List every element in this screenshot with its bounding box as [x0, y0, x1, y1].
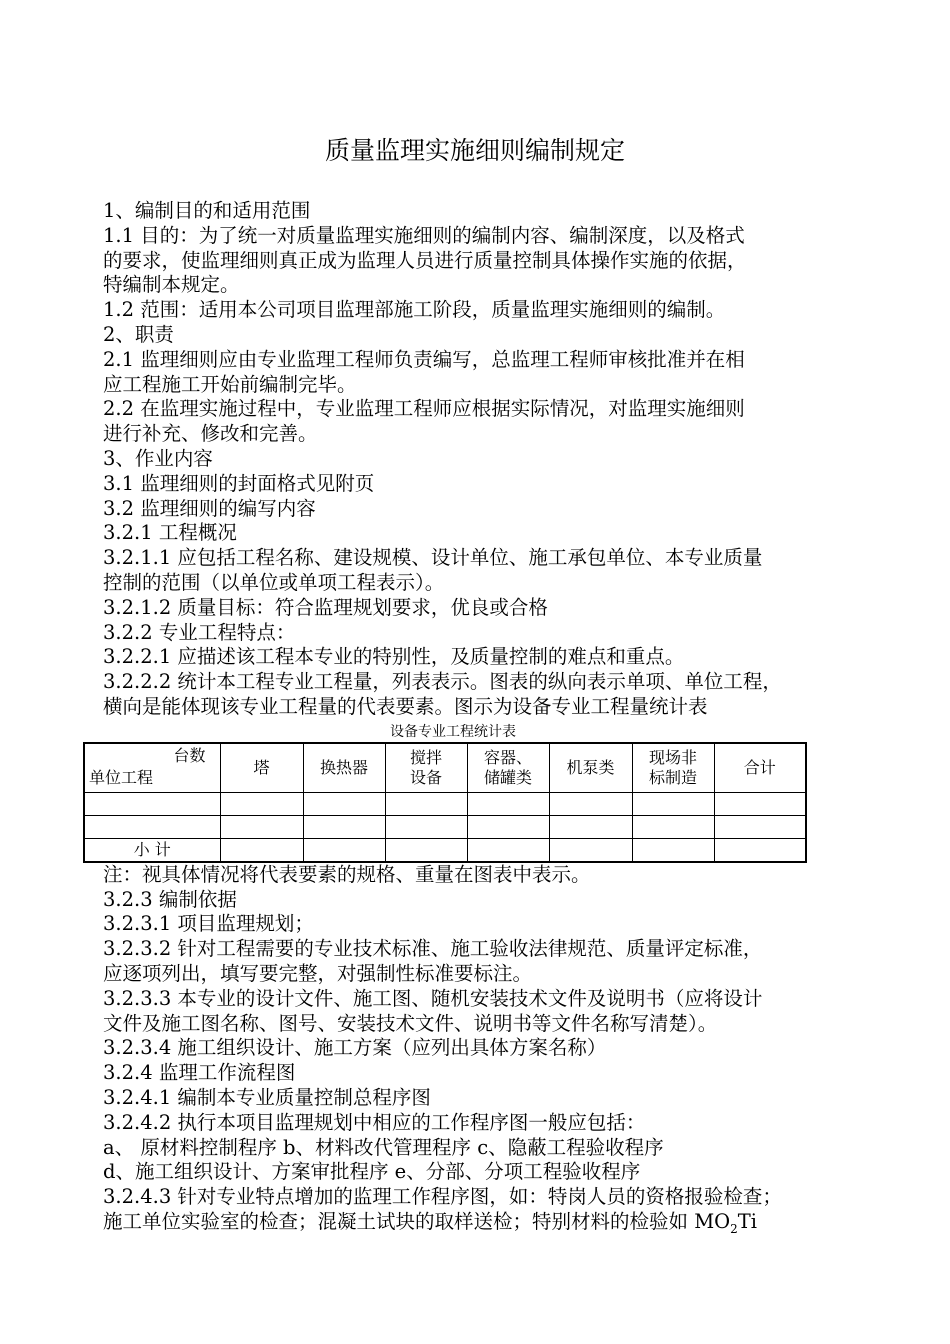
paragraph-line: d、施工组织设计、方案审批程序 e、分部、分项工程验收程序: [103, 1160, 641, 1184]
paragraph-line: 3.2.2.2 统计本工程专业工程量，列表表示。图表的纵向表示单项、单位工程，: [103, 670, 782, 694]
paragraph-line: 3.2.1 工程概况: [103, 521, 237, 545]
column-header-text: 标制造: [648, 767, 697, 787]
table-cell: [549, 815, 632, 838]
paragraph-line: 3.2.1.2 质量目标：符合监理规划要求，优良或合格: [103, 595, 548, 619]
table-row: [84, 815, 806, 838]
table-header-row: [84, 743, 806, 793]
document-title: 质量监理实施细则编制规定: [324, 136, 625, 165]
table-caption: 设备专业工程统计表: [390, 723, 516, 740]
column-header-text: 现场非: [648, 747, 697, 767]
paragraph-line: 2.1 监理细则应由专业监理工程师负责编写，总监理工程师审核批准并在相: [103, 347, 745, 371]
column-header-text: 换热器: [319, 757, 368, 777]
table-subtotal-row: [84, 838, 806, 862]
table-cell: [467, 838, 549, 862]
paragraph-line: 3.2.4 监理工作流程图: [103, 1061, 296, 1085]
column-header-text: 机泵类: [566, 757, 615, 777]
paragraph-line: 应工程施工开始前编制完毕。: [103, 372, 357, 396]
column-header-text: 合计: [743, 757, 776, 777]
column-header-text: 塔: [253, 757, 270, 777]
paragraph-line: 3、作业内容: [103, 446, 213, 470]
table-cell: [549, 792, 632, 815]
paragraph-line: 横向是能体现该专业工程量的代表要素。图示为设备专业工程量统计表: [103, 694, 708, 718]
paragraph-line: 2.2 在监理实施过程中，专业监理工程师应根据实际情况，对监理实施细则: [103, 397, 745, 421]
column-header-text: 容器、: [483, 747, 532, 767]
paragraph-line: 3.2.2.1 应描述该工程本专业的特别性，及质量控制的难点和重点。: [103, 645, 685, 669]
paragraph-line: 3.2.4.2 执行本项目监理规划中相应的工作程序图一般应包括：: [103, 1110, 646, 1134]
paragraph-line: 3.2.4.1 编制本专业质量控制总程序图: [103, 1085, 431, 1109]
subtotal-label: 小 计: [84, 838, 220, 862]
paragraphs-after-table: [103, 863, 873, 1210]
paragraph-line: a、 原材料控制程序 b、材料改代管理程序 c、隐蔽工程验收程序: [103, 1135, 664, 1159]
paragraph-line: 3.1 监理细则的封面格式见附页: [103, 471, 375, 495]
paragraph-line: 文件及施工图名称、图号、安装技术文件、说明书等文件名称写清楚）。: [103, 1011, 718, 1035]
table-cell: [632, 838, 714, 862]
column-header: [632, 743, 714, 793]
table-cell: [303, 838, 385, 862]
table-corner-cell: [84, 743, 220, 793]
table-cell: [303, 815, 385, 838]
paragraph-line: 3.2.3.1 项目监理规划；: [103, 912, 314, 936]
column-header: [303, 743, 385, 793]
paragraph-line: 1.2 范围：适用本公司项目监理部施工阶段，质量监理实施细则的编制。: [103, 298, 726, 322]
paragraphs-before-table: [103, 199, 873, 720]
column-header: [220, 743, 303, 793]
document-body: [89, 199, 873, 1242]
table-cell: [714, 815, 806, 838]
paragraph-line: 的要求，使监理细则真正成为监理人员进行质量控制具体操作实施的依据，: [103, 248, 747, 272]
table-cell: [84, 815, 220, 838]
paragraph-line: 3.2.3.2 针对工程需要的专业技术标准、施工验收法律规范、质量评定标准，: [103, 937, 763, 961]
paragraph-line: 应逐项列出，填写要完整，对强制性标准要标注。: [103, 961, 533, 985]
table-cell: [549, 838, 632, 862]
paragraph-line-last: [103, 1210, 873, 1242]
corner-label-count: 台数: [173, 745, 206, 765]
column-header: [385, 743, 467, 793]
column-header-text: 设备: [409, 767, 442, 787]
last-line-subscript: 2: [730, 1221, 738, 1236]
table-cell: [220, 815, 303, 838]
table-cell: [385, 838, 467, 862]
paragraph-line: 2、职责: [103, 322, 174, 346]
table-row: [84, 792, 806, 815]
table-cell: [467, 792, 549, 815]
column-header-text: 搅拌: [409, 747, 442, 767]
paragraph-line: 3.2.2 专业工程特点：: [103, 620, 296, 644]
paragraph-line: 3.2.1.1 应包括工程名称、建设规模、设计单位、施工承包单位、本专业质量: [103, 546, 763, 570]
column-header: [467, 743, 549, 793]
table-cell: [303, 792, 385, 815]
paragraph-line: 控制的范围（以单位或单项工程表示）。: [103, 570, 445, 594]
paragraph-line: 1.1 目的：为了统一对质量监理实施细则的编制内容、编制深度，以及格式: [103, 223, 745, 247]
equipment-statistics-table: [83, 742, 807, 863]
paragraph-line: 进行补充、修改和完善。: [103, 422, 318, 446]
table-cell: [220, 792, 303, 815]
paragraph-line: 3.2.3.3 本专业的设计文件、施工图、随机安装技术文件及说明书（应将设计: [103, 986, 763, 1010]
paragraph-line: 3.2.3.4 施工组织设计、施工方案（应列出具体方案名称）: [103, 1036, 607, 1060]
table-cell: [632, 792, 714, 815]
corner-label-unit: 单位工程: [89, 767, 154, 787]
paragraph-line: 注：视具体情况将代表要素的规格、重量在图表中表示。: [103, 862, 591, 886]
paragraph-line: 3.2 监理细则的编写内容: [103, 496, 316, 520]
last-line-text: 施工单位实验室的检查；混凝土试块的取样送检；特别材料的检验如 MO: [103, 1209, 731, 1233]
last-line-tail: Ti: [737, 1209, 758, 1233]
paragraph-line: 3.2.4.3 针对专业特点增加的监理工作程序图，如：特岗人员的资格报验检查；: [103, 1185, 782, 1209]
paragraph-line: 1、编制目的和适用范围: [103, 199, 311, 222]
column-header-text: 储罐类: [483, 767, 532, 787]
table-cell: [220, 838, 303, 862]
column-header: [714, 743, 806, 793]
paragraph-line: 3.2.3 编制依据: [103, 887, 237, 911]
table-cell: [84, 792, 220, 815]
column-header: [549, 743, 632, 793]
table-cell: [632, 815, 714, 838]
table-cell: [467, 815, 549, 838]
paragraph-line: 特编制本规定。: [103, 273, 240, 297]
table-cell: [714, 792, 806, 815]
table-cell: [385, 815, 467, 838]
table-cell: [385, 792, 467, 815]
table-cell: [714, 838, 806, 862]
